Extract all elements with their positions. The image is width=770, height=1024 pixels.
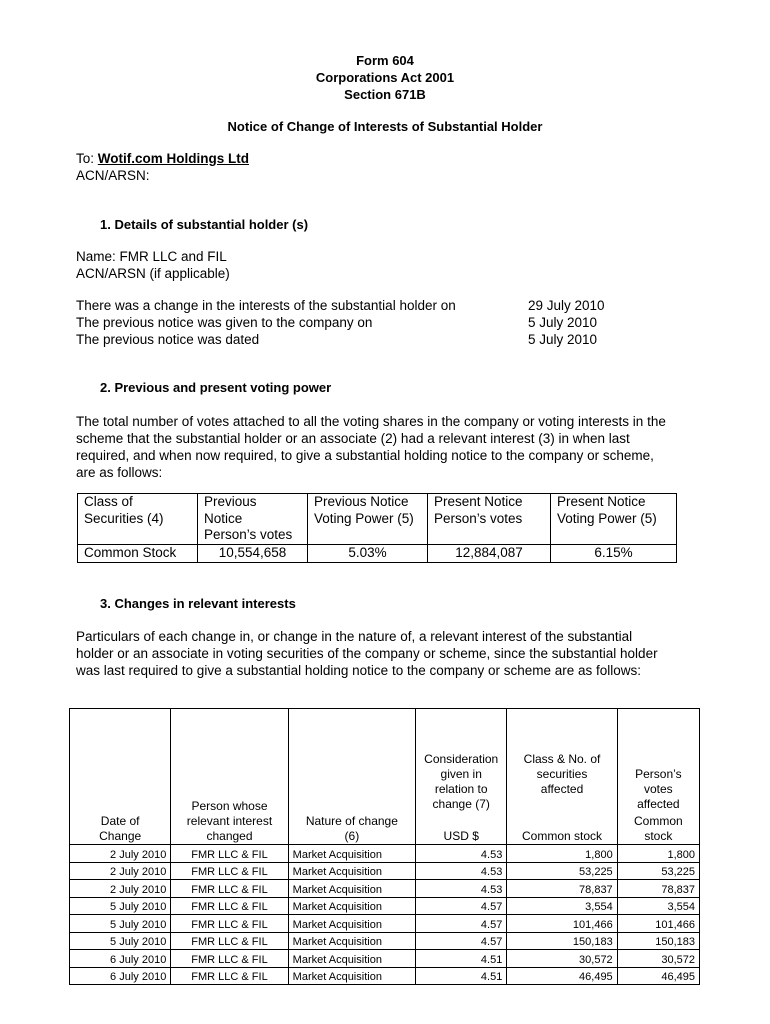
cell-date: 6 July 2010 [70, 950, 171, 968]
header-person-line2: relevant interest [186, 814, 273, 828]
cell-consideration: 4.53 [416, 862, 507, 880]
header-consideration-line2: given in [440, 767, 482, 781]
header-person-line1: Person whose [191, 799, 268, 813]
header-person [171, 709, 288, 845]
voting-power-header-row [78, 494, 677, 545]
header-date-line2: Change [99, 829, 142, 843]
header-votes-line1: Person’s [635, 767, 682, 781]
header-votes-unit-line1: Common [634, 814, 683, 828]
header-consideration-line4: change (7) [432, 797, 490, 811]
header-class-line2: Securities (4) [84, 510, 164, 526]
header-class [78, 494, 198, 545]
cell-person: FMR LLC & FIL [171, 915, 288, 933]
cell-nature: Market Acquisition [288, 932, 415, 950]
cell-consideration: 4.51 [416, 967, 507, 985]
header-consideration-unit: USD $ [443, 829, 479, 843]
to-label: To: [76, 151, 95, 166]
voting-power-table [77, 493, 677, 563]
header-class-no [507, 709, 617, 845]
header-date [70, 709, 171, 845]
cell-date: 5 July 2010 [70, 915, 171, 933]
cell-consideration: 4.57 [416, 932, 507, 950]
header-votes-line3: affected [637, 797, 680, 811]
cell-date: 6 July 2010 [70, 967, 171, 985]
cell-person: FMR LLC & FIL [171, 932, 288, 950]
header-class-no-line3: affected [540, 782, 584, 796]
header-prev-power-line1: Previous Notice [314, 494, 409, 509]
header-prev-votes-line1: Previous [204, 494, 257, 509]
cell-securities: 30,572 [507, 950, 617, 968]
cell-votes: 78,837 [617, 880, 699, 898]
changes-table [69, 708, 700, 985]
acn-label: ACN/ARSN: [76, 168, 150, 183]
table-row [70, 845, 700, 863]
header-prev-power [308, 494, 428, 545]
header-prev-votes-line3: Person’s votes [204, 527, 293, 542]
document-title: Notice of Change of Interests of Substantial Holder [227, 119, 543, 134]
cell-prev-votes: 10,554,658 [198, 545, 308, 563]
notice-dated-label: The previous notice was dated [76, 332, 260, 347]
header-prev-votes-line2: Notice [204, 510, 243, 526]
changes-table-body [70, 845, 700, 985]
header-nature-line1: Nature of change [305, 814, 398, 828]
changes-header-row [70, 709, 700, 845]
header-pres-power [551, 494, 677, 545]
cell-consideration: 4.51 [416, 950, 507, 968]
cell-prev-power: 5.03% [308, 545, 428, 563]
holder-acn: ACN/ARSN (if applicable) [76, 266, 230, 281]
cell-votes: 101,466 [617, 915, 699, 933]
section2-heading: 2. Previous and present voting power [100, 380, 332, 395]
section3-heading: 3. Changes in relevant interests [100, 596, 296, 611]
header-votes-line2: votes [644, 782, 673, 796]
cell-person: FMR LLC & FIL [171, 880, 288, 898]
header-pres-votes-line2: Person’s votes [434, 510, 523, 526]
cell-securities: 46,495 [507, 967, 617, 985]
cell-date: 2 July 2010 [70, 880, 171, 898]
cell-person: FMR LLC & FIL [171, 967, 288, 985]
cell-person: FMR LLC & FIL [171, 862, 288, 880]
section1-heading: 1. Details of substantial holder (s) [100, 217, 309, 232]
cell-votes: 150,183 [617, 932, 699, 950]
cell-votes: 1,800 [617, 845, 699, 863]
recipient-line [76, 151, 249, 166]
header-consideration-line1: Consideration [424, 752, 499, 766]
notice-given-label: The previous notice was given to the company on [76, 315, 373, 330]
cell-consideration: 4.53 [416, 845, 507, 863]
cell-person: FMR LLC & FIL [171, 897, 288, 915]
cell-securities: 101,466 [507, 915, 617, 933]
cell-nature: Market Acquisition [288, 880, 415, 898]
cell-pres-votes: 12,884,087 [428, 545, 551, 563]
cell-date: 2 July 2010 [70, 862, 171, 880]
voting-power-row [78, 545, 677, 563]
cell-pres-power: 6.15% [551, 545, 677, 563]
cell-person: FMR LLC & FIL [171, 845, 288, 863]
header-class-no-line1: Class & No. of [523, 752, 601, 766]
header-consideration-line3: relation to [434, 782, 488, 796]
header-nature-line2: (6) [344, 829, 360, 843]
cell-nature: Market Acquisition [288, 950, 415, 968]
table-row [70, 862, 700, 880]
header-class-no-unit: Common stock [522, 829, 603, 843]
cell-date: 5 July 2010 [70, 932, 171, 950]
act-name: Corporations Act 2001 [315, 70, 455, 85]
notice-dated-value: 5 July 2010 [528, 332, 598, 347]
table-row [70, 967, 700, 985]
cell-votes: 46,495 [617, 967, 699, 985]
table-row [70, 932, 700, 950]
cell-securities: 1,800 [507, 845, 617, 863]
cell-nature: Market Acquisition [288, 845, 415, 863]
company-name: Wotif.com Holdings Ltd [97, 151, 250, 166]
section2-paragraph: The total number of votes attached to all the voting shares in the company or voting interests in the scheme that the substantial holder or an associate (2) had a relevant interest (3) in when last required, and when now required, to give a substantial holding notice to the company or scheme, are as follows: [76, 414, 666, 480]
cell-consideration: 4.57 [416, 915, 507, 933]
header-class-no-line2: securities [536, 767, 588, 781]
cell-consideration: 4.57 [416, 897, 507, 915]
header-class-line1: Class of [84, 494, 133, 509]
cell-date: 5 July 2010 [70, 897, 171, 915]
form-number: Form 604 [356, 53, 414, 68]
section-number: Section 671B [344, 87, 426, 102]
change-date-value: 29 July 2010 [528, 298, 605, 313]
header-prev-votes [198, 494, 308, 545]
cell-date: 2 July 2010 [70, 845, 171, 863]
cell-votes: 3,554 [617, 897, 699, 915]
holder-name: Name: FMR LLC and FIL [76, 249, 227, 264]
header-pres-votes-line1: Present Notice [434, 494, 523, 509]
header-consideration [416, 709, 507, 845]
cell-nature: Market Acquisition [288, 967, 415, 985]
cell-votes: 30,572 [617, 950, 699, 968]
notice-given-value: 5 July 2010 [528, 315, 598, 330]
header-date-line1: Date of [100, 814, 140, 828]
cell-securities: 150,183 [507, 932, 617, 950]
table-row [70, 880, 700, 898]
header-pres-power-line1: Present Notice [557, 494, 646, 509]
cell-securities: 53,225 [507, 862, 617, 880]
cell-consideration: 4.53 [416, 880, 507, 898]
header-votes-unit-line2: stock [644, 829, 673, 843]
cell-securities: 78,837 [507, 880, 617, 898]
cell-securities: 3,554 [507, 897, 617, 915]
cell-class: Common Stock [78, 545, 198, 563]
table-row [70, 897, 700, 915]
cell-votes: 53,225 [617, 862, 699, 880]
change-date-label: There was a change in the interests of the substantial holder on [76, 298, 456, 313]
header-prev-power-line2: Voting Power (5) [314, 510, 414, 526]
table-row [70, 915, 700, 933]
section3-paragraph: Particulars of each change in, or change in the nature of, a relevant interest of the substantial holder or an associate in voting securities of the company or scheme, since the substantial holder was last required to give a substantial holding notice to the company or scheme are as follows: [76, 629, 658, 678]
cell-nature: Market Acquisition [288, 862, 415, 880]
header-nature [288, 709, 415, 845]
header-votes [617, 709, 699, 845]
header-person-line3: changed [206, 829, 253, 843]
cell-nature: Market Acquisition [288, 915, 415, 933]
header-pres-power-line2: Voting Power (5) [557, 510, 657, 526]
cell-person: FMR LLC & FIL [171, 950, 288, 968]
table-row [70, 950, 700, 968]
header-pres-votes [428, 494, 551, 545]
cell-nature: Market Acquisition [288, 897, 415, 915]
